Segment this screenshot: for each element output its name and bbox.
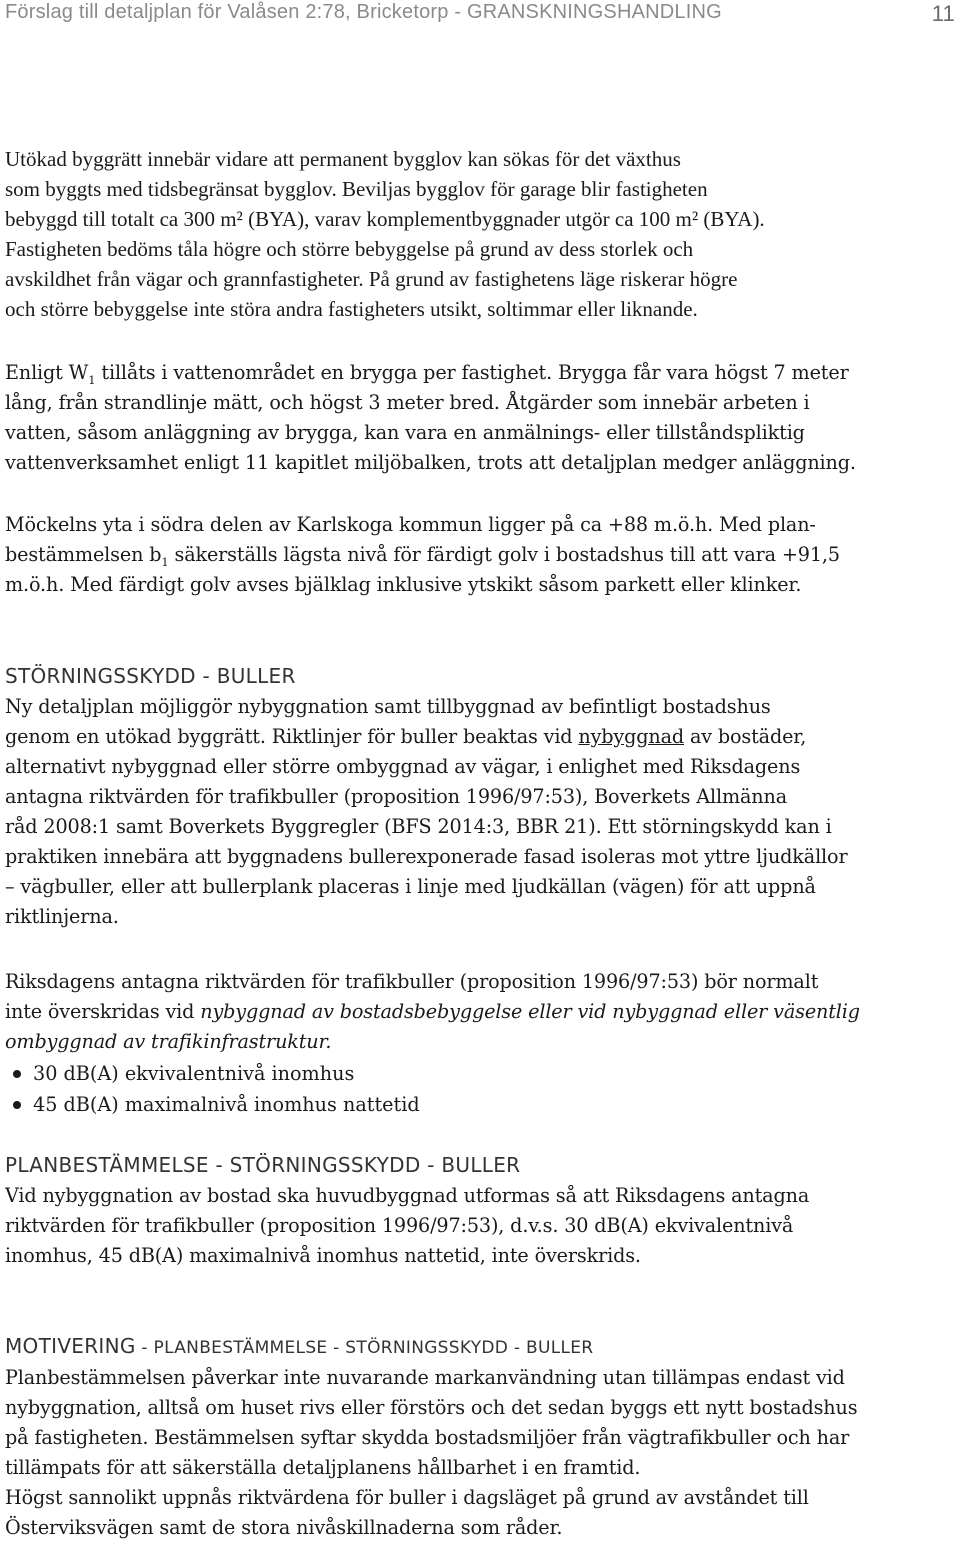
text-line [5, 358, 955, 388]
text-line: nybyggnation, alltså om huset rivs eller förstörs och det sedan byggs ett nytt bostadshus [5, 1396, 858, 1419]
text-line: vatten, såsom anläggning av brygga, kan vara en anmälnings- eller tillståndspliktig [5, 421, 805, 444]
section-heading-planbestammelse: PLANBESTÄMMELSE - STÖRNINGSSKYDD - BULLER [5, 1153, 521, 1177]
list-item-text: 30 dB(A) ekvivalentnivå inomhus [33, 1062, 355, 1085]
text-line: tillämpats för att säkerställa detaljplanens hållbarhet i en framtid. [5, 1456, 641, 1479]
text-line: på fastigheten. Bestämmelsen syftar skydda bostadsmiljöer från vägtrafikbuller och har [5, 1426, 850, 1449]
text-line [5, 997, 955, 1027]
document-title: Förslag till detaljplan för Valåsen 2:78, Bricketorp - GRANSKNINGSHANDLING [5, 1, 722, 23]
paragraph-riktvarden [5, 967, 955, 1057]
paragraph-motivering [5, 1363, 955, 1543]
text-line: Utökad byggrätt innebär vidare att permanent bygglov kan sökas för det växthus [5, 147, 681, 171]
text-line: ombyggnad av trafikinfrastruktur. [5, 1030, 332, 1053]
paragraph-storningsskydd [5, 692, 955, 932]
text-line: m.ö.h. Med färdigt golv avses bjälklag inklusive ytskikt såsom parkett eller klinker. [5, 573, 802, 596]
text-span: säkerställs lägsta nivå för färdigt golv i bostadshus till att vara +91,5 [168, 543, 840, 566]
paragraph-planbestammelse [5, 1181, 955, 1271]
heading-text: MOTIVERING [5, 1334, 136, 1358]
text-line: lång, från strandlinje mätt, och högst 3 meter bred. Åtgärder som innebär arbeten i [5, 391, 810, 414]
page-header [5, 0, 955, 28]
text-line: Planbestämmelsen påverkar inte nuvarande markanvändning utan tillämpas endast vid [5, 1366, 845, 1389]
text-line [5, 722, 955, 752]
text-line: Möckelns yta i södra delen av Karlskoga kommun ligger på ca +88 m.ö.h. Med plan- [5, 513, 816, 536]
text-line: alternativt nybyggnad eller större ombyggnad av vägar, i enlighet med Riksdagens [5, 755, 801, 778]
text-line: bebyggd till totalt ca 300 m² (BYA), varav komplementbyggnader utgör ca 100 m² (BYA). [5, 207, 765, 231]
text-line: Riksdagens antagna riktvärden för trafikbuller (proposition 1996/97:53) bör normalt [5, 970, 819, 993]
section-heading-storningsskydd: STÖRNINGSSKYDD - BULLER [5, 664, 296, 688]
text-line: Österviksvägen samt de stora nivåskillnaderna som råder. [5, 1516, 563, 1539]
text-line: Fastigheten bedöms tåla högre och större bebyggelse på grund av dess storlek och [5, 237, 694, 261]
text-span: tillåts i vattenområdet en brygga per fastighet. Brygga får vara högst 7 meter [95, 361, 849, 384]
italic-text: nybyggnad av bostadsbebyggelse eller vid nybyggnad eller väsentlig [200, 1000, 860, 1023]
bullet-icon [13, 1101, 21, 1109]
section-heading-motivering [5, 1334, 593, 1358]
text-line: riktlinjerna. [5, 905, 119, 928]
page-number: 11 [931, 1, 955, 26]
heading-text-small: - PLANBESTÄMMELSE - STÖRNINGSSKYDD - BULLER [135, 1338, 594, 1358]
paragraph-golvniva [5, 510, 955, 600]
list-item [5, 1089, 955, 1120]
text-line: Vid nybyggnation av bostad ska huvudbyggnad utformas så att Riksdagens antagna [5, 1184, 810, 1207]
subscript: 1 [88, 372, 96, 387]
paragraph-brygga [5, 358, 955, 478]
text-line: avskildhet från vägar och grannfastigheter. På grund av fastighetens läge riskerar högre [5, 267, 738, 291]
subscript: 1 [161, 554, 169, 569]
text-line: praktiken innebära att byggnadens bullerexponerade fasad isoleras mot yttre ljudkällor [5, 845, 848, 868]
bullet-icon [13, 1070, 21, 1078]
list-item-text: 45 dB(A) maximalnivå inomhus nattetid [33, 1093, 420, 1116]
text-line: inomhus, 45 dB(A) maximalnivå inomhus nattetid, inte överskrids. [5, 1244, 641, 1267]
text-span: Enligt W [5, 361, 89, 384]
bullet-list [5, 1058, 955, 1120]
text-line: vattenverksamhet enligt 11 kapitlet miljöbalken, trots att detaljplan medger anläggning. [5, 451, 856, 474]
text-span: inte överskridas vid [5, 1000, 201, 1023]
text-line: antagna riktvärden för trafikbuller (proposition 1996/97:53), Boverkets Allmänna [5, 785, 787, 808]
text-span: bestämmelsen b [5, 543, 162, 566]
paragraph-byggratt [5, 144, 955, 324]
text-line [5, 540, 955, 570]
list-item [5, 1058, 955, 1089]
text-line: – vägbuller, eller att bullerplank placeras i linje med ljudkällan (vägen) för att uppnå [5, 875, 816, 898]
text-span: genom en utökad byggrätt. Riktlinjer för buller beaktas vid [5, 725, 579, 748]
text-line: Högst sannolikt uppnås riktvärdena för buller i dagsläget på grund av avståndet till [5, 1486, 809, 1509]
text-line: riktvärden för trafikbuller (proposition 1996/97:53), d.v.s. 30 dB(A) ekvivalentnivå [5, 1214, 794, 1237]
text-line: som byggts med tidsbegränsat bygglov. Beviljas bygglov för garage blir fastigheten [5, 177, 708, 201]
text-span: av bostäder, [684, 725, 807, 748]
text-line: Ny detaljplan möjliggör nybyggnation samt tillbyggnad av befintligt bostadshus [5, 695, 771, 718]
text-line: och större bebyggelse inte störa andra fastigheters utsikt, soltimmar eller liknande. [5, 297, 698, 321]
text-line: råd 2008:1 samt Boverkets Byggregler (BFS 2014:3, BBR 21). Ett störningskydd kan i [5, 815, 832, 838]
underlined-text: nybyggnad [578, 725, 685, 748]
